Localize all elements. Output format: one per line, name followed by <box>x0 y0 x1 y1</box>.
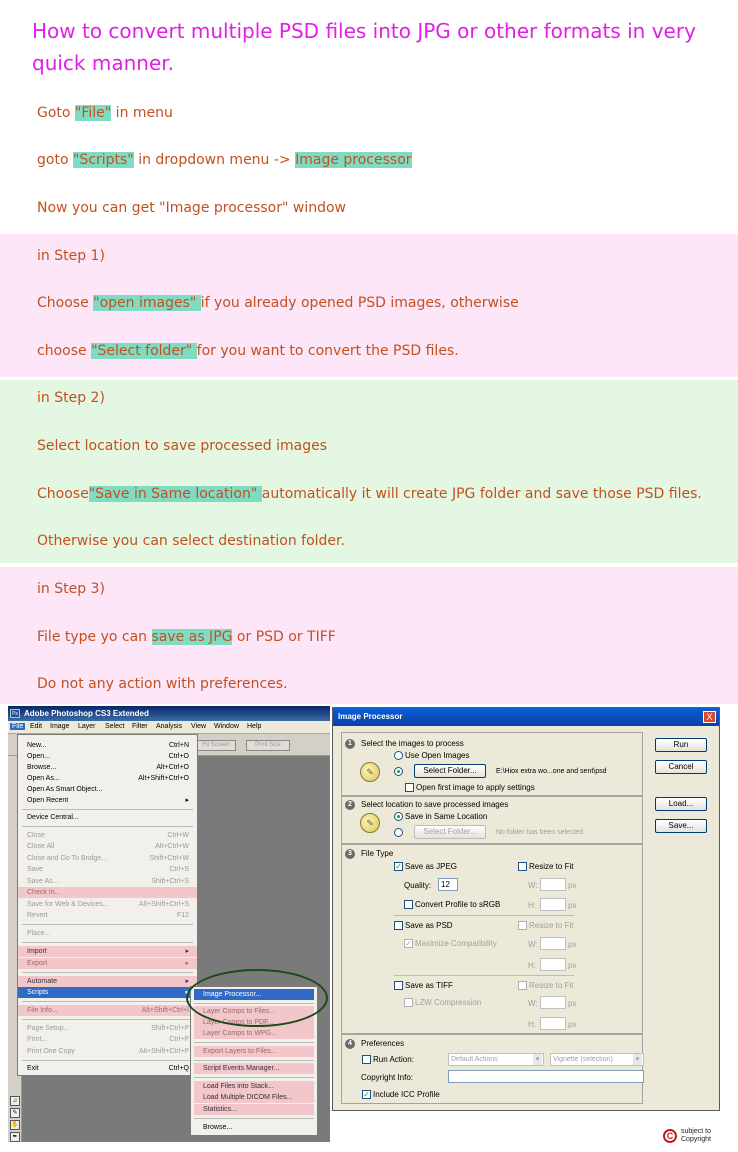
submenu-item-script-events[interactable]: Script Events Manager... <box>194 1063 314 1074</box>
menu-item-close-bridge[interactable]: Close and Go To Bridge... Shift+Ctrl+W <box>27 855 189 862</box>
psd-h-unit: px <box>568 961 577 970</box>
save-tiff-checkbox[interactable] <box>394 981 403 990</box>
file-menu <box>17 734 198 1076</box>
run-button[interactable]: Run <box>655 738 707 752</box>
convert-srgb-label: Convert Profile to sRGB <box>415 900 501 909</box>
menu-separator <box>22 924 193 925</box>
menu-separator <box>22 1001 193 1002</box>
image-processor-dialog <box>332 707 720 1111</box>
menu-item-device-central[interactable]: Device Central... <box>27 814 79 821</box>
menu-separator <box>194 1118 314 1119</box>
copyright-icon: C <box>663 1129 677 1143</box>
lzw-label: LZW Compression <box>415 998 482 1007</box>
menu-item-open[interactable]: Open... Ctrl+O <box>27 753 189 760</box>
instruction-line: File type yo can save as JPG or PSD or TIFF <box>37 629 336 645</box>
instruction-line: Otherwise you can select destination folder. <box>37 533 345 549</box>
divider <box>394 975 574 976</box>
submenu-item-comps-pdf[interactable]: Layer Comps to PDF... <box>194 1017 314 1028</box>
divider <box>394 915 574 916</box>
same-location-radio[interactable] <box>394 812 403 821</box>
action-set-dropdown[interactable]: Default Actions ▾ <box>448 1053 544 1066</box>
menu-item-open-recent[interactable]: Open Recent ▸ <box>27 797 189 804</box>
quality-label: Quality: <box>404 881 432 890</box>
menu-file[interactable]: File <box>12 723 24 730</box>
source-path: E:\Hiox extra wo...one and sent\psd <box>496 768 607 775</box>
menu-item-exit[interactable]: Exit Ctrl+Q <box>27 1065 189 1072</box>
highlight: "File" <box>74 105 112 121</box>
menu-separator <box>194 1060 314 1061</box>
photoshop-logo-icon: Ps <box>10 709 20 718</box>
menu-help[interactable]: Help <box>247 723 262 730</box>
step-1-icon: 1 <box>345 739 355 749</box>
instruction-line: Select location to save processed images <box>37 438 328 454</box>
copyright-label: Copyright Info: <box>361 1073 414 1082</box>
step1-heading: in Step 1) <box>37 248 105 264</box>
print-size-button[interactable]: Print Size <box>246 740 290 751</box>
submenu-item-load-stack[interactable]: Load Files into Stack... <box>194 1081 314 1092</box>
menu-item-browse[interactable]: Browse... Alt+Ctrl+O <box>27 764 189 771</box>
section-4-label: Preferences <box>361 1039 405 1048</box>
dialog-title: Image Processor <box>333 708 719 726</box>
step-4-icon: 4 <box>345 1039 355 1049</box>
no-folder-text: No folder has been selected <box>496 829 584 836</box>
select-folder-button[interactable]: Select Folder... <box>414 764 486 778</box>
menu-analysis[interactable]: Analysis <box>156 723 183 730</box>
jpeg-h-unit: px <box>568 901 577 910</box>
menu-separator <box>22 942 193 943</box>
instruction-line: Goto "File" in menu <box>37 105 173 121</box>
select-folder-radio[interactable] <box>394 767 403 776</box>
menu-item-open-as[interactable]: Open As... Alt+Shift+Ctrl+O <box>27 775 189 782</box>
close-icon[interactable]: X <box>703 711 716 723</box>
jpeg-w-label: W: <box>528 881 538 890</box>
highlight: "open images" <box>93 295 201 311</box>
menu-item-automate[interactable]: Automate ▸ <box>18 976 197 987</box>
menu-item-place[interactable]: Place... <box>27 930 51 937</box>
pen-icon[interactable]: ✒ <box>10 1132 20 1142</box>
menu-item-revert[interactable]: Revert F12 <box>27 912 189 919</box>
menu-item-check-in[interactable]: Check In... <box>18 887 197 898</box>
max-compat-checkbox[interactable]: ✓ <box>405 939 412 948</box>
submenu-item-export-layers[interactable]: Export Layers to Files... <box>194 1046 314 1057</box>
jpeg-resize-checkbox[interactable] <box>518 862 527 871</box>
jpeg-w-unit: px <box>568 881 577 890</box>
tiff-w-unit: px <box>568 999 577 1008</box>
menu-item-save[interactable]: Save Ctrl+S <box>27 866 189 873</box>
instruction-line: Do not any action with preferences. <box>37 676 288 692</box>
section-1-label: Select the images to process <box>361 739 464 748</box>
submenu-item-comps-wpg[interactable]: Layer Comps to WPG... <box>194 1028 314 1039</box>
photoshop-title-bar: Adobe Photoshop CS3 Extended <box>8 706 330 721</box>
menu-image[interactable]: Image <box>50 723 70 730</box>
psd-h-label: H: <box>528 961 536 970</box>
menu-separator <box>194 1042 314 1043</box>
menu-window[interactable]: Window <box>214 723 239 730</box>
icc-label: Include ICC Profile <box>373 1090 440 1099</box>
menu-item-export[interactable]: Export ▸ <box>18 958 197 969</box>
instruction-line: goto "Scripts" in dropdown menu -> Image processor <box>37 152 412 168</box>
menu-item-close-all[interactable]: Close All Alt+Ctrl+W <box>27 843 189 850</box>
open-first-label: Open first image to apply settings <box>416 783 535 792</box>
folder-tool-icon: ✎ <box>360 762 380 782</box>
same-location-label: Save in Same Location <box>405 812 488 821</box>
menu-item-save-web[interactable]: Save for Web & Devices... Alt+Shift+Ctrl+S <box>27 901 189 908</box>
hand-icon[interactable]: ✋ <box>11 1122 19 1128</box>
tiff-resize-checkbox[interactable] <box>518 981 527 990</box>
section-save-location <box>341 796 643 844</box>
save-psd-checkbox[interactable] <box>394 921 403 930</box>
run-action-label: Run Action: <box>373 1055 414 1064</box>
save-jpeg-label: Save as JPEG <box>405 862 458 871</box>
load-button[interactable]: Load... <box>655 797 707 811</box>
cancel-button[interactable]: Cancel <box>655 760 707 774</box>
icc-checkbox[interactable]: ✓ <box>363 1090 370 1099</box>
menu-edit[interactable]: Edit <box>30 723 43 730</box>
save-tiff-label: Save as TIFF <box>405 981 453 990</box>
submenu-item-browse[interactable]: Browse... <box>203 1124 233 1131</box>
menu-separator <box>22 1060 193 1061</box>
menu-item-open-smart[interactable]: Open As Smart Object... <box>27 786 103 793</box>
tiff-h-label: H: <box>528 1020 536 1029</box>
copyright-mark <box>663 1127 733 1147</box>
photoshop-menubar <box>8 721 330 734</box>
use-open-images-label: Use Open Images <box>405 751 470 760</box>
quality-input[interactable]: 12 <box>438 878 458 891</box>
psd-w-unit: px <box>568 940 577 949</box>
highlight: save as JPG <box>151 629 233 645</box>
instruction-line: Choose"Save in Same location" automatically it will create JPG folder and save those PSD files. <box>37 486 702 502</box>
menu-separator <box>22 1019 193 1020</box>
tiff-height-input[interactable] <box>540 1017 566 1030</box>
save-button[interactable]: Save... <box>655 819 707 833</box>
menu-item-print-one[interactable]: Print One Copy Alt+Shift+Ctrl+P <box>27 1048 189 1055</box>
copyright-input[interactable] <box>448 1070 644 1083</box>
highlight: "Save in Same location" <box>88 486 262 502</box>
menu-select[interactable]: Select <box>105 723 125 730</box>
jpeg-h-label: H: <box>528 901 536 910</box>
psd-height-input[interactable] <box>540 958 566 971</box>
instruction-line: Now you can get "Image processor" window <box>37 200 347 216</box>
submenu-item-load-dicom[interactable]: Load Multiple DICOM Files... <box>194 1092 314 1103</box>
jpeg-width-input[interactable] <box>540 878 566 891</box>
highlight: "Select folder" <box>91 343 197 359</box>
open-first-checkbox[interactable] <box>405 783 414 792</box>
menu-item-scripts[interactable]: Scripts ▸ <box>18 987 197 998</box>
menu-separator <box>22 809 193 810</box>
tiff-w-label: W: <box>528 999 538 1008</box>
run-action-checkbox[interactable] <box>362 1055 371 1064</box>
menu-view[interactable]: View <box>191 723 207 730</box>
menu-layer[interactable]: Layer <box>78 723 96 730</box>
highlight: "Scripts" <box>72 152 134 168</box>
section-file-type <box>341 844 643 1034</box>
instruction-line: Choose "open images" if you already opened PSD images, otherwise <box>37 295 519 311</box>
section-preferences <box>341 1034 643 1104</box>
psd-w-label: W: <box>528 940 538 949</box>
menu-item-save-as[interactable]: Save As... Shift+Ctrl+S <box>27 878 189 885</box>
dest-select-folder-button[interactable]: Select Folder... <box>414 825 486 839</box>
highlight: Image processor <box>295 152 412 168</box>
menu-item-new[interactable]: New... Ctrl+N <box>27 742 189 749</box>
menu-filter[interactable]: Filter <box>132 723 148 730</box>
dest-folder-radio[interactable] <box>394 828 403 837</box>
menu-separator <box>22 972 193 973</box>
max-compat-label: Maximize Compatibility <box>415 939 497 948</box>
lzw-checkbox[interactable] <box>404 998 413 1007</box>
psd-resize-checkbox[interactable] <box>518 921 527 930</box>
submenu-item-image-processor[interactable]: Image Processor... <box>194 989 314 1000</box>
psd-resize-label: Resize to Fit <box>529 921 574 930</box>
section-select-images <box>341 732 643 796</box>
speaker-icon[interactable]: ♫ <box>10 1096 20 1106</box>
section-3-label: File Type <box>361 849 394 858</box>
page-title: How to convert multiple PSD files into JPG or other formats in very quick manner. <box>32 19 696 75</box>
menu-separator <box>22 826 193 827</box>
use-open-images-radio[interactable] <box>394 751 403 760</box>
psd-width-input[interactable] <box>540 937 566 950</box>
tiff-resize-label: Resize to Fit <box>529 981 574 990</box>
folder-tool-icon: ✎ <box>360 813 380 833</box>
menu-separator <box>194 1077 314 1078</box>
fit-screen-button[interactable]: Fit Screen <box>196 740 236 751</box>
action-dropdown[interactable]: Vignette (selection) ▾ <box>550 1053 644 1066</box>
convert-srgb-checkbox[interactable] <box>404 900 413 909</box>
section-2-label: Select location to save processed images <box>361 800 509 809</box>
submenu-item-statistics[interactable]: Statistics... <box>194 1104 314 1115</box>
menu-item-close[interactable]: Close Ctrl+W <box>27 832 189 839</box>
save-psd-label: Save as PSD <box>405 921 453 930</box>
step3-heading: in Step 3) <box>37 581 105 597</box>
tiff-h-unit: px <box>568 1020 577 1029</box>
instruction-line: choose "Select folder" for you want to convert the PSD files. <box>37 343 459 359</box>
copyright-text: subject to Copyright <box>681 1128 711 1143</box>
save-jpeg-checkbox[interactable]: ✓ <box>395 862 402 871</box>
jpeg-height-input[interactable] <box>540 898 566 911</box>
step2-heading: in Step 2) <box>37 390 105 406</box>
eyedropper-icon[interactable]: ✎ <box>10 1108 20 1118</box>
tiff-width-input[interactable] <box>540 996 566 1009</box>
menu-item-import[interactable]: Import ▸ <box>18 946 197 957</box>
highlight-ellipse <box>186 969 328 1027</box>
submenu-item-comps-files[interactable]: Layer Comps to Files... <box>194 1006 314 1017</box>
menu-item-page-setup[interactable]: Page Setup... Shift+Ctrl+P <box>27 1025 189 1032</box>
jpeg-resize-label: Resize to Fit <box>529 862 574 871</box>
step-3-icon: 3 <box>345 849 355 859</box>
menu-item-file-info[interactable]: File Info... Alt+Shift+Ctrl+I <box>18 1005 197 1016</box>
step-2-icon: 2 <box>345 800 355 810</box>
menu-item-print[interactable]: Print... Ctrl+P <box>27 1036 189 1043</box>
